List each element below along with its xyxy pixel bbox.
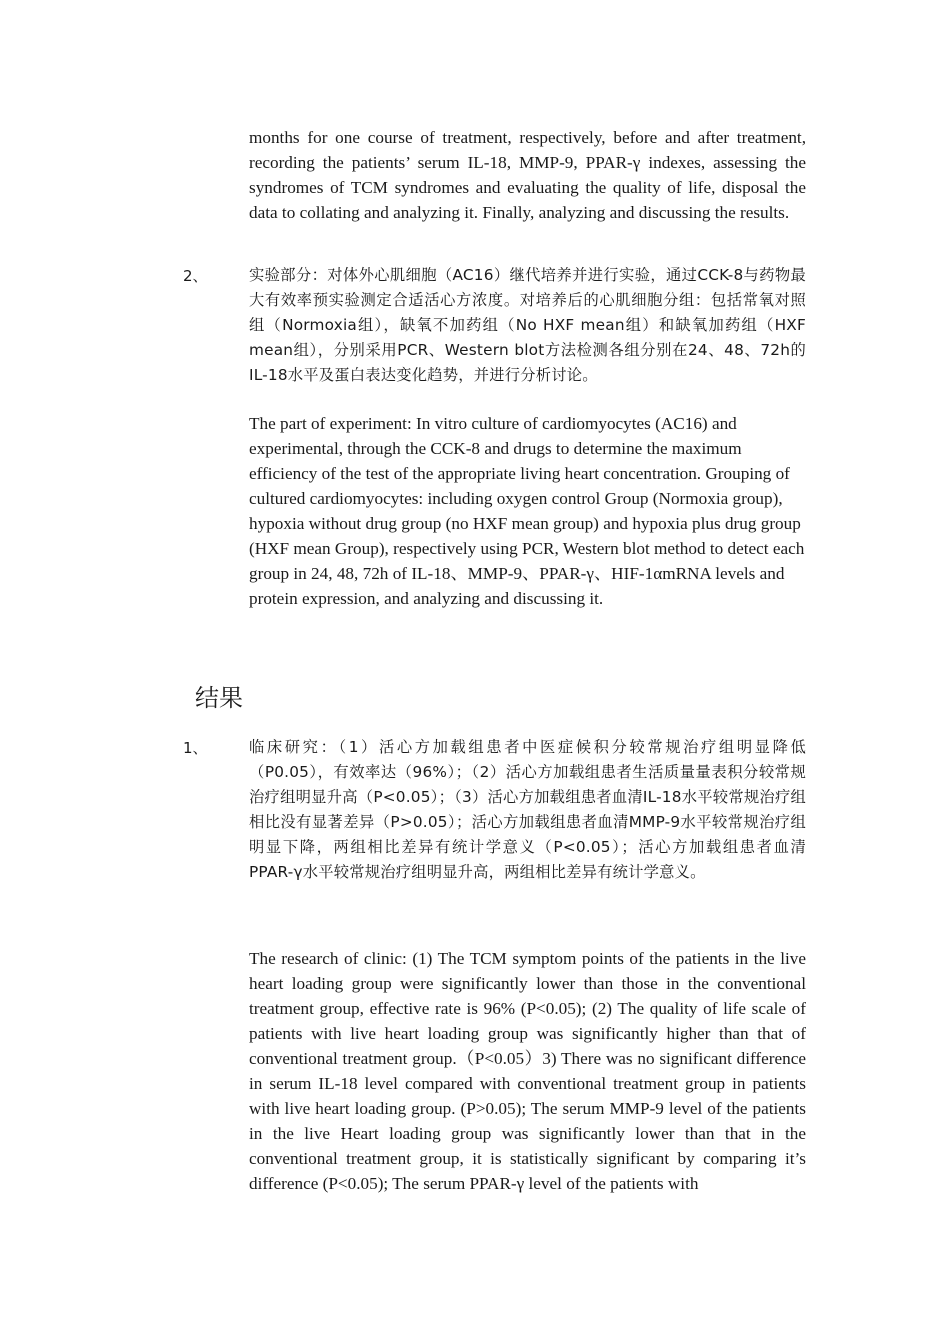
list-number-2: 2、 <box>183 267 208 285</box>
methods-english-paragraph-continued: months for one course of treatment, respectively, before and after treatment, recording the patients’ serum IL-18, MMP-9, PPAR-γ indexes, assessing the syndromes of TCM syndromes and evaluating the quality of life, disposal the data to collating and analyzing it. Finally, analyzing and discussing the results. <box>249 128 806 222</box>
experiment-english-paragraph: The part of experiment: In vitro culture of cardiomyocytes (AC16) and experimental, through the CCK-8 and drugs to determine the maximum efficiency of the test of the appropriate living heart concentration. Grouping of cultured cardiomyocytes: including oxygen control Group (Normoxia group), hypoxia without drug group (no HXF mean group) and hypoxia plus drug group (HXF mean Group), respectively using PCR, Western blot method to detect each group in 24, 48, 72h of IL-18、MMP-9、PPAR-γ、HIF-1αmRNA levels and protein expression, and analyzing and discussing it. <box>249 414 805 608</box>
clinical-results-english-paragraph: The research of clinic: (1) The TCM symptom points of the patients in the live heart loading group were significantly lower than those in the conventional treatment group, effective rate is 96% (P<0.05); (2) The quality of life scale of patients with live heart loading group was significantly higher than that of conventional treatment group.（P<0.05）3) There was no significant difference in serum IL-18 level compared with conventional treatment group in patients with live heart loading group. (P>0.05); The serum MMP-9 level of the patients in the live Heart loading group was significantly lower than that in the conventional treatment group, it is statistically significant by comparing it’s difference (P<0.05); The serum PPAR-γ level of the patients with <box>249 949 806 1193</box>
experiment-chinese-paragraph: 实验部分：对体外心肌细胞（AC16）继代培养并进行实验，通过CCK-8与药物最大有效率预实验测定合适活心方浓度。对培养后的心肌细胞分组：包括常氧对照组（Normoxia组），缺氧不加药组（No HXF mean组）和缺氧加药组（HXF mean组），分别采用PCR、Western blot方法检测各组分别在24、48、72h的IL-18水平及蛋白表达变化趋势，并进行分析讨论。 <box>249 266 806 384</box>
clinical-results-chinese-paragraph: 临床研究：（1）活心方加载组患者中医症候积分较常规治疗组明显降低（P0.05），有效率达（96%）；（2）活心方加载组患者生活质量量表积分较常规治疗组明显升高（P<0.05）；（3）活心方加载组患者血清IL-18水平较常规治疗组相比没有显著差异（P>0.05）；活心方加载组患者血清MMP-9水平较常规治疗组明显下降，两组相比差异有统计学意义（P<0.05）；活心方加载组患者血清PPAR-γ水平较常规治疗组明显升高，两组相比差异有统计学意义。 <box>249 738 806 881</box>
list-number-1: 1、 <box>183 739 208 757</box>
results-heading: 结果 <box>195 684 243 712</box>
